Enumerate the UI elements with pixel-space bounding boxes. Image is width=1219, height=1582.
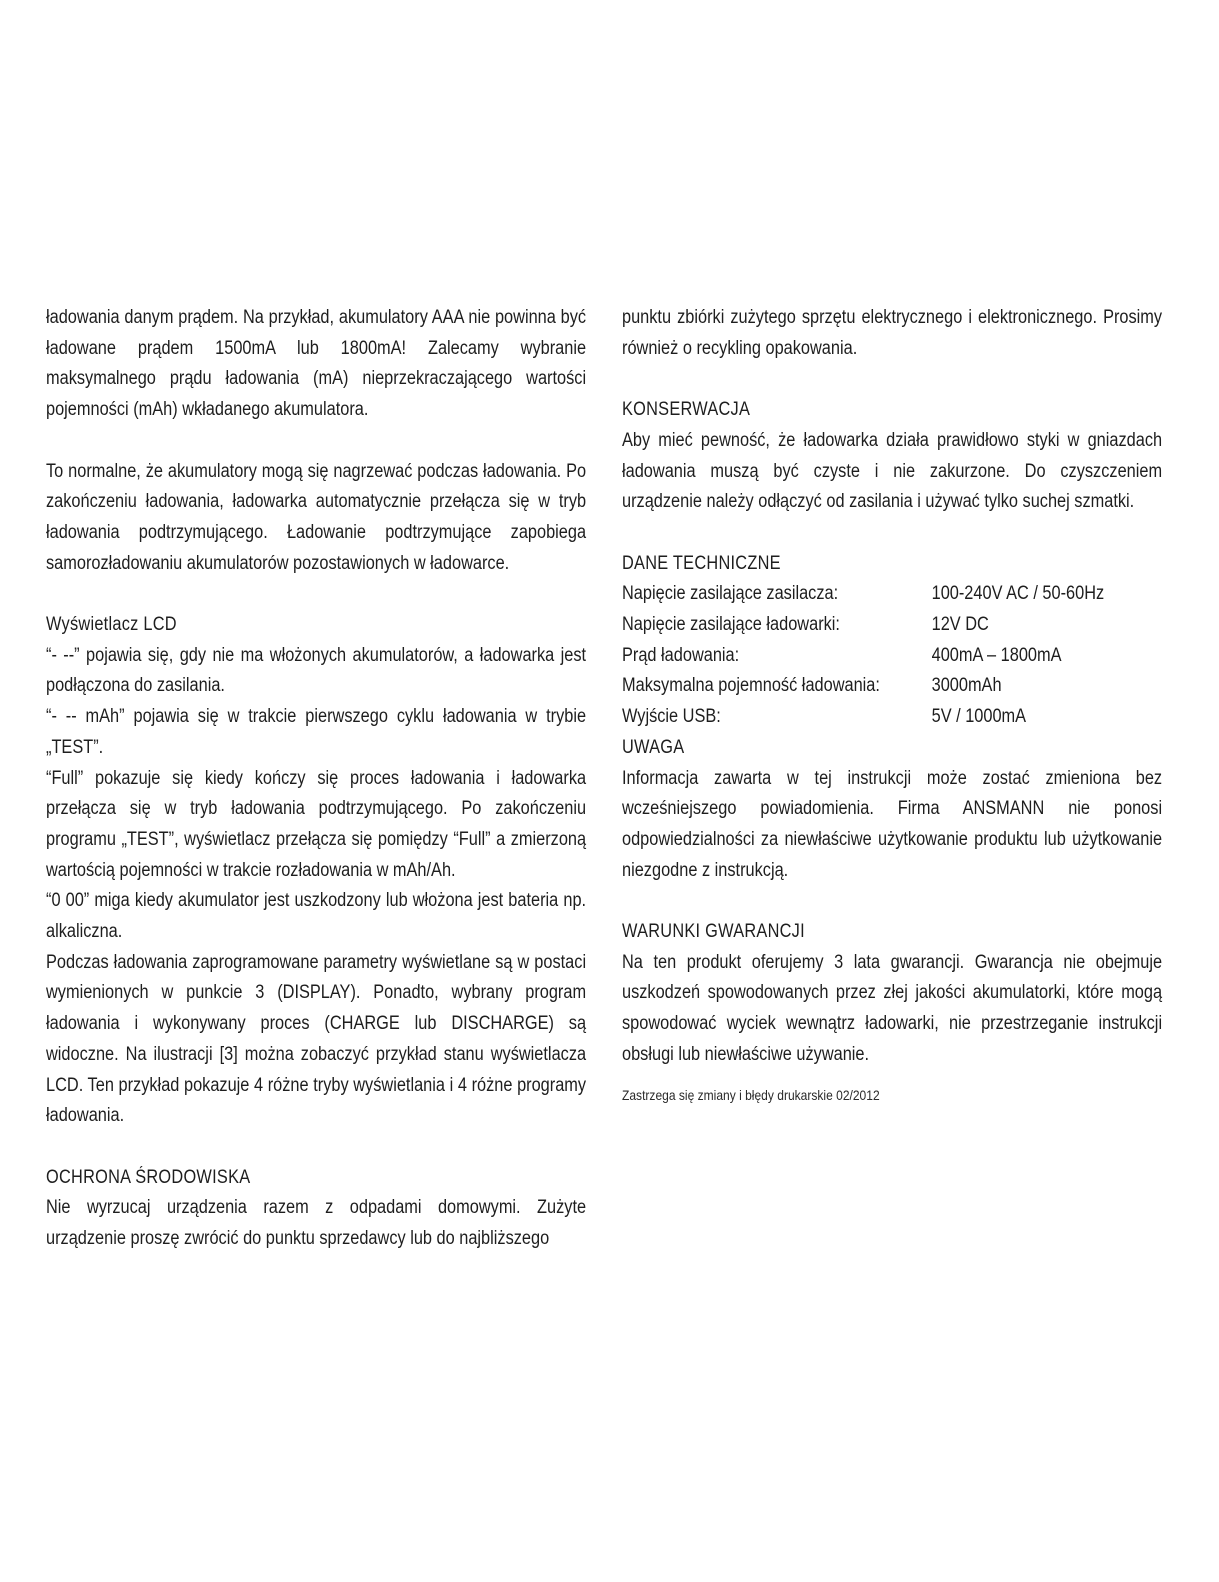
maintenance-heading: KONSERWACJA (622, 399, 751, 421)
spec-value: 5V / 1000mA (931, 706, 1027, 728)
spec-row (622, 702, 1162, 733)
spec-key: Napięcie zasilające ładowarki: (622, 614, 840, 635)
tech-data-heading: DANE TECHNICZNE (622, 552, 781, 574)
tech-specs-table (622, 579, 1162, 733)
spacer (622, 886, 1162, 917)
lcd-heading: Wyświetlacz LCD (46, 614, 177, 635)
lcd-line: “Full” pokazuje się kiedy kończy się proces ładowania i ładowarka przełącza się w tryb ładowania podtrzymującego. Po zakończeniu programu „TEST”, wyświetlacz przełącza się pomiędzy “Full” a zmierzoną wartością pojemności w trakcie rozładowania w mAh/Ah. (46, 767, 587, 881)
environment-heading: OCHRONA ŚRODOWISKA (46, 1166, 251, 1188)
spec-value: 12V DC (931, 614, 989, 635)
maintenance-paragraph: Aby mieć pewność, że ładowarka działa prawidłowo styki w gniazdach ładowania muszą być czyste i nie zakurzone. Do czyszczeniem urządzenie należy odłączyć od zasilania i używać tylko suchej szmatki. (622, 429, 1163, 513)
spacer (622, 364, 1162, 395)
left-column (46, 303, 586, 1255)
lcd-line: Podczas ładowania zaprogramowane parametry wyświetlane są w postaci wymienionych w punkcie 3 (DISPLAY). Ponadto, wybrany program ładowania i wykonywany proces (CHARGE lub DISCHARGE) są widoczne. Na ilustracji [3] można zobaczyć przykład stanu wyświetlacza LCD. Ten przykład pokazuje 4 różne tryby wyświetlania i 4 różne programy ładowania. (46, 951, 587, 1127)
print-disclaimer: Zastrzega się zmiany i błędy drukarskie 02/2012 (622, 1086, 880, 1103)
spec-key: Prąd ładowania: (622, 644, 740, 666)
charging-current-paragraph: ładowania danym prądem. Na przykład, akumulatory AAA nie powinna być ładowane prądem 1500mA lub 1800mA! Zalecamy wybranie maksymalnego prądu ładowania (mA) nieprzekraczającego wartości pojemności (mAh) wkładanego akumulatora. (46, 307, 587, 421)
right-column (622, 303, 1162, 1105)
spec-row (622, 579, 1162, 610)
environment-continued-paragraph: punktu zbiórki zużytego sprzętu elektrycznego i elektronicznego. Prosimy również o recykling opakowania. (622, 307, 1163, 359)
spacer (622, 518, 1162, 549)
spacer (622, 1071, 1162, 1085)
spec-value: 3000mAh (931, 675, 1002, 697)
environment-paragraph: Nie wyrzucaj urządzenia razem z odpadami domowymi. Zużyte urządzenie proszę zwrócić do punktu sprzedawcy lub do najbliższego (46, 1197, 587, 1250)
note-heading: UWAGA (622, 736, 685, 758)
spec-value: 100-240V AC / 50-60Hz (931, 583, 1105, 605)
spec-row (622, 641, 1162, 672)
spec-key: Napięcie zasilające zasilacza: (622, 583, 839, 605)
note-paragraph: Informacja zawarta w tej instrukcji może zostać zmieniona bez wcześniejszego powiadomienia. Firma ANSMANN nie ponosi odpowiedzialności za niewłaściwe użytkowanie produktu lub użytkowanie niezgodne z instrukcją. (622, 767, 1163, 881)
spec-value: 400mA – 1800mA (931, 644, 1062, 666)
lcd-line: “- --” pojawia się, gdy nie ma włożonych akumulatorów, a ładowarka jest podłączona do zasilania. (46, 644, 587, 697)
spec-row (622, 610, 1162, 641)
spacer (46, 426, 586, 457)
lcd-line: “0 00” miga kiedy akumulator jest uszkodzony lub włożona jest bateria np. alkaliczna. (46, 890, 587, 943)
spacer (46, 579, 586, 610)
spec-row (622, 671, 1162, 702)
warranty-paragraph: Na ten produkt oferujemy 3 lata gwarancji. Gwarancja nie obejmuje uszkodzeń spowodowanych przez złej jakości akumulatorki, które mogą spowodować wyciek wewnątrz ładowarki, nie przestrzeganie instrukcji obsługi lub niewłaściwe używanie. (622, 951, 1163, 1065)
spec-key: Wyjście USB: (622, 706, 721, 728)
warranty-heading: WARUNKI GWARANCJI (622, 921, 805, 943)
heating-paragraph: To normalne, że akumulatory mogą się nagrzewać podczas ładowania. Po zakończeniu ładowania, ładowarka automatycznie przełącza się w tryb ładowania podtrzymującego. Ładowanie podtrzymujące zapobiega samorozładowaniu akumulatorów pozostawionych w ładowarce. (46, 460, 587, 574)
spec-key: Maksymalna pojemność ładowania: (622, 675, 880, 697)
lcd-line: “- -- mAh” pojawia się w trakcie pierwszego cyklu ładowania w trybie „TEST”. (46, 706, 587, 758)
spacer (46, 1132, 586, 1163)
